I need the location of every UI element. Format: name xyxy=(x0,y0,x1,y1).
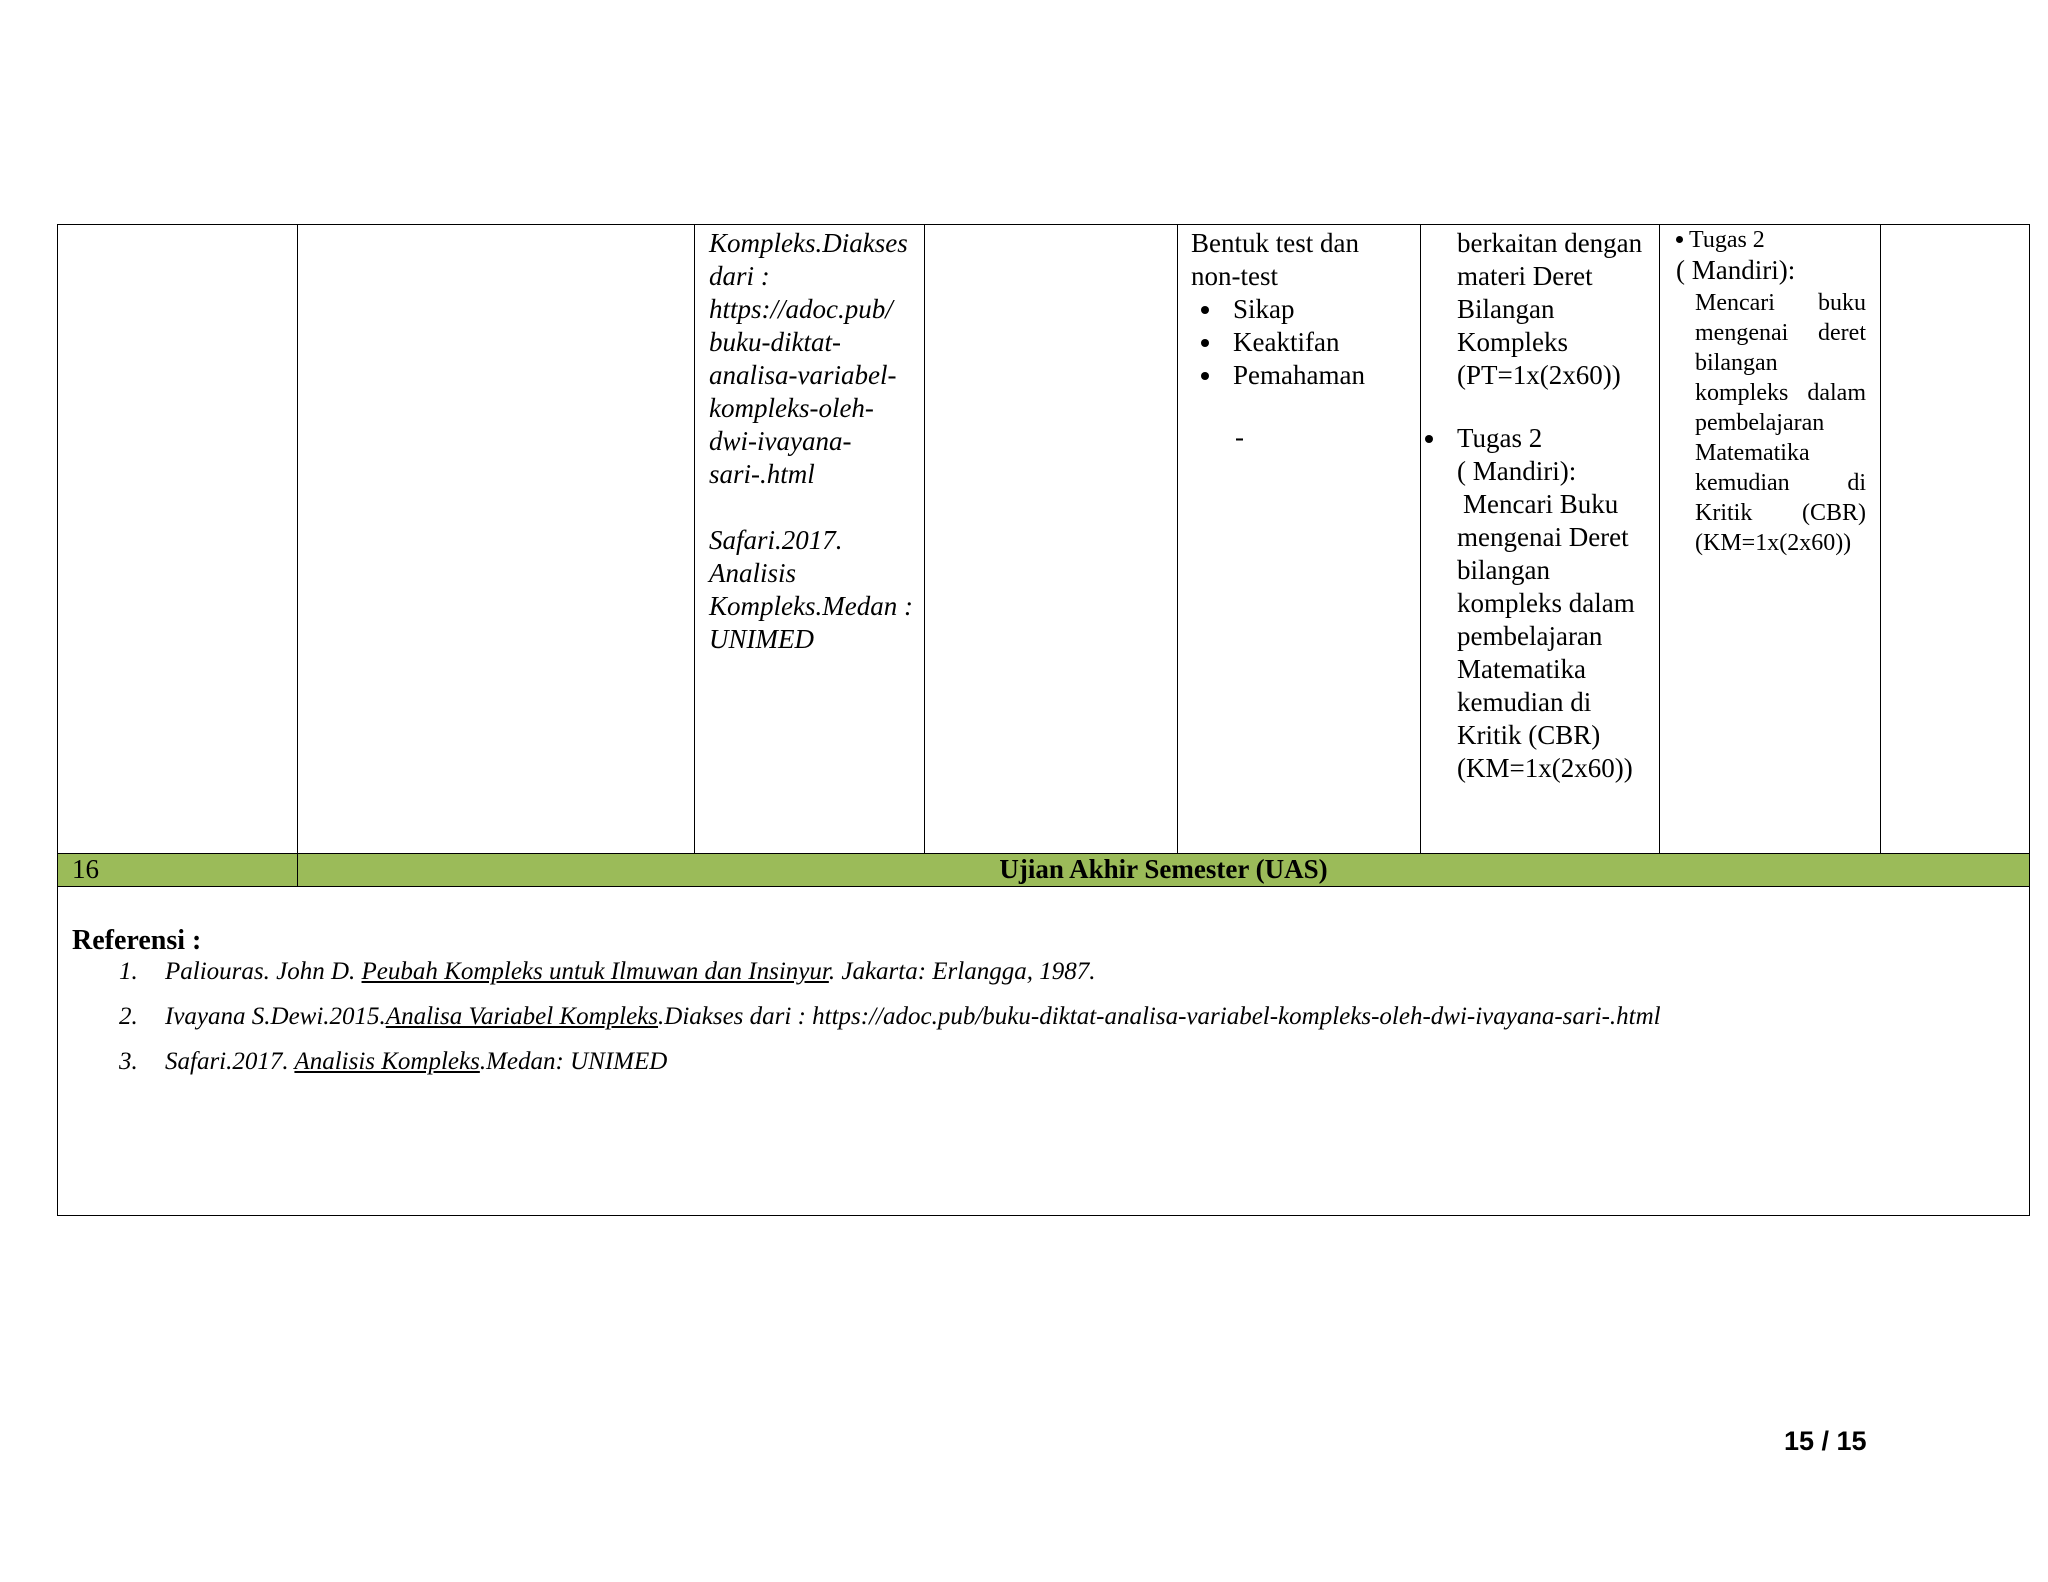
assessment-list xyxy=(1191,293,1414,392)
list-item: Sikap xyxy=(1191,293,1414,326)
list-item: Keaktifan xyxy=(1191,326,1414,359)
score-title xyxy=(1676,226,1866,254)
score-subtitle: ( Mandiri): xyxy=(1676,255,1796,285)
reference-number: 3. xyxy=(119,1048,138,1075)
reference-text: Paliouras. John D. xyxy=(165,958,362,985)
references-cell xyxy=(58,887,2030,1216)
reference-text: . Jakarta: Erlangga, 1987. xyxy=(828,958,1096,985)
tasks-cell xyxy=(1421,225,1660,854)
uas-title: Ujian Akhir Semester (UAS) xyxy=(298,854,2030,887)
list-item xyxy=(72,957,2015,987)
bullet-icon xyxy=(1425,435,1433,443)
task-title: Tugas 2 xyxy=(1457,423,1543,453)
reference-number: 2. xyxy=(119,1003,138,1030)
tasks-intro: berkaitan dengan materi Deret Bilangan Kompleks (PT=1x(2x60)) xyxy=(1457,228,1643,390)
reference-number: 1. xyxy=(119,958,138,985)
list-item xyxy=(72,1047,2015,1077)
week-cell xyxy=(58,225,298,854)
score-title-text: Tugas 2 xyxy=(1689,227,1765,253)
reference-title: Analisa Variabel Kompleks xyxy=(385,1003,659,1030)
rps-table xyxy=(57,224,2030,1216)
weight-cell xyxy=(1881,225,2030,854)
references-row xyxy=(58,887,2030,1216)
uas-row xyxy=(58,854,2030,887)
reference-paragraph: Safari.2017. Analisis Kompleks.Medan : UNIMED xyxy=(709,525,913,654)
task-body: Mencari Buku mengenai Deret bilangan kompleks dalam pembelajaran Matematika kemudian di Kritik (CBR) (KM=1x(2x60)) xyxy=(1457,489,1635,783)
reference-text: .Diakses dari : https://adoc.pub/buku-diktat-analisa-variabel-kompleks-oleh-dwi-ivayana-sari-.html xyxy=(658,1003,1661,1030)
assessment-intro: Bentuk test dan non-test xyxy=(1191,228,1359,291)
assessment-cell xyxy=(1178,225,1421,854)
list-item xyxy=(72,1002,2015,1032)
list-item: Pemahaman xyxy=(1191,359,1414,392)
page-number: 15 / 15 xyxy=(1784,1426,1867,1456)
score-cell xyxy=(1660,225,1881,854)
reference-title: Peubah Kompleks untuk Ilmuwan dan Insinyur xyxy=(361,958,829,985)
score-body: Mencari buku mengenai deret bilangan kompleks dalam pembelajaran Matematika kemudian di Kritik (CBR) (KM=1x(2x60)) xyxy=(1695,290,1866,556)
reference-paragraph: Kompleks.Diakses dari : https://adoc.pub/ buku-diktat-analisa-variabel-kompleks-oleh-dwi-ivayana-sari-.html xyxy=(709,228,908,489)
reference-text: Safari.2017. xyxy=(165,1048,295,1075)
bullet-icon xyxy=(1676,236,1683,243)
method-cell xyxy=(925,225,1178,854)
reference-title: Analisis Kompleks xyxy=(294,1048,480,1075)
dash-text: - xyxy=(1235,422,1244,452)
table-row xyxy=(58,225,2030,854)
task-subtitle: ( Mandiri): xyxy=(1457,456,1577,486)
reference-text: Ivayana S.Dewi.2015. xyxy=(165,1003,386,1030)
references-title: Referensi : xyxy=(72,925,202,956)
reference-text: .Medan: UNIMED xyxy=(479,1048,668,1075)
uas-week: 16 xyxy=(58,854,298,887)
reference-cell xyxy=(695,225,925,854)
competency-cell xyxy=(298,225,695,854)
task-block xyxy=(1457,422,1653,785)
references-list xyxy=(72,957,2015,1077)
